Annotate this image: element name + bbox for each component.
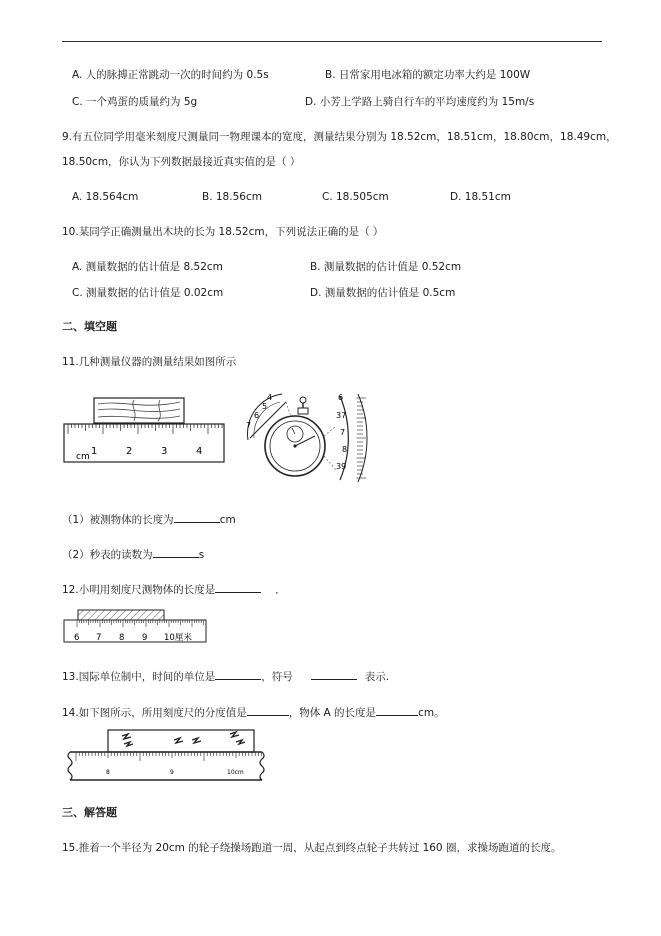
q11-part2-blank[interactable] [153,546,199,558]
q12-stem [62,581,286,597]
q14-blank-length[interactable] [376,704,418,716]
q14-blank-division[interactable] [247,704,289,716]
ruler-tick-label: 7 [96,633,102,643]
q11-part1-text: （1）被测物体的长度为 [62,514,174,526]
q12-ruler-figure [64,608,210,644]
big-dial-magnified [336,393,367,482]
q9-option-b[interactable]: B. 18.56cm [202,191,262,203]
ruler-tick-label: 9 [170,769,174,776]
big-dial-tick: 7 [340,428,346,437]
small-dial-tick: 5 [262,402,268,411]
object-a [108,730,254,752]
q9-option-a[interactable]: A. 18.564cm [72,191,139,203]
ruler-tick-label: 10cm [227,769,244,776]
stopwatch-body [265,397,336,476]
big-dial-tick: 37 [336,411,347,420]
q11-part2 [62,546,204,562]
q10-option-d[interactable]: D. 测量数据的估计值是 0.5cm [310,287,456,299]
q9-option-d[interactable]: D. 18.51cm [450,191,511,203]
q13-text-start: 13.国际单位制中，时间的单位是 [62,671,216,683]
q14-stem [62,704,445,720]
q11-part2-text: （2）秒表的读数为 [62,549,153,561]
big-dial-tick: 8 [342,445,348,454]
header-rule [62,41,602,42]
ruler-unit-label: cm [76,452,90,462]
q10-stem: 10.某同学正确测量出木块的长为 18.52cm，下列说法正确的是（ ） [62,226,384,238]
q11-stem: 11.几种测量仪器的测量结果如图所示 [62,356,237,368]
section-answer-heading: 三、解答题 [62,806,117,819]
section-fill-blank-heading: 二、填空题 [62,320,117,333]
ruler-tick-label: 2 [126,446,133,457]
q9-stem-line1: 9.有五位同学用毫米刻度尺测量同一物理课本的宽度，测量结果分别为 18.52cm，18.51cm，18.80cm，18.49cm， [62,131,617,143]
q8-option-c[interactable]: C. 一个鸡蛋的质量约为 5g [72,96,198,108]
q10-option-c[interactable]: C. 测量数据的估计值是 0.02cm [72,287,224,299]
q13-text-mid: ，符号 [261,671,293,683]
q8-option-a[interactable]: A. 人的脉搏正常跳动一次的时间约为 0.5s [72,69,269,81]
big-dial-tick: 6 [338,393,344,402]
ruler-tick-label: 8 [119,633,125,643]
big-dial-tick: 39 [336,462,347,471]
ruler-tick-label: 8 [106,769,110,776]
q14-text-mid: ，物体 A 的长度是 [288,707,377,719]
q14-ruler-figure [64,728,270,784]
small-dial-tick: 4 [267,393,273,402]
q11-part1-unit: cm [219,514,236,526]
q13-text-end: 表示. [364,671,390,683]
q13-stem [62,668,389,684]
measured-object [78,610,164,620]
ruler-tick-label: 1 [91,446,98,457]
q11-part2-unit: s [198,549,205,561]
q8-option-b[interactable]: B. 日常家用电冰箱的额定功率大约是 100W [325,69,531,81]
q10-option-b[interactable]: B. 测量数据的估计值是 0.52cm [310,261,462,273]
small-dial-tick: 7 [246,421,252,430]
q12-stem-end: ． [275,584,286,596]
ruler-tick-label: 6 [74,633,80,643]
ruler-tick-label: 4 [196,446,203,457]
q11-part1 [62,511,236,527]
wood-block [94,398,184,423]
ruler-tick-label: 9 [142,633,148,643]
q14-text-start: 14.如下图所示，所用刻度尺的分度值是 [62,707,247,719]
q12-stem-text: 12.小明用刻度尺测物体的长度是 [62,584,216,596]
q11-stopwatch-figure [240,388,370,482]
q15-stem: 15.推着一个半径为 20cm 的轮子绕操场跑道一周，从起点到终点轮子共转过 160 圈，求操场跑道的长度。 [62,842,562,854]
q11-part1-blank[interactable] [174,511,220,523]
ruler-tick-label: 3 [161,446,168,457]
q13-blank-symbol[interactable] [311,668,357,680]
q13-blank-unit[interactable] [215,668,261,680]
ruler-tick-label: 10厘米 [164,633,192,643]
q8-option-d[interactable]: D. 小芳上学路上骑自行车的平均速度约为 15m/s [305,96,535,108]
q12-blank[interactable] [215,581,261,593]
q9-option-c[interactable]: C. 18.505cm [322,191,389,203]
q11-ruler-figure [64,392,230,464]
q10-option-a[interactable]: A. 测量数据的估计值是 8.52cm [72,261,223,273]
q9-stem-line2: 18.50cm，你认为下列数据最接近真实值的是（ ） [62,156,301,168]
q14-text-end: cm。 [418,707,445,719]
small-dial-tick: 6 [254,411,260,420]
